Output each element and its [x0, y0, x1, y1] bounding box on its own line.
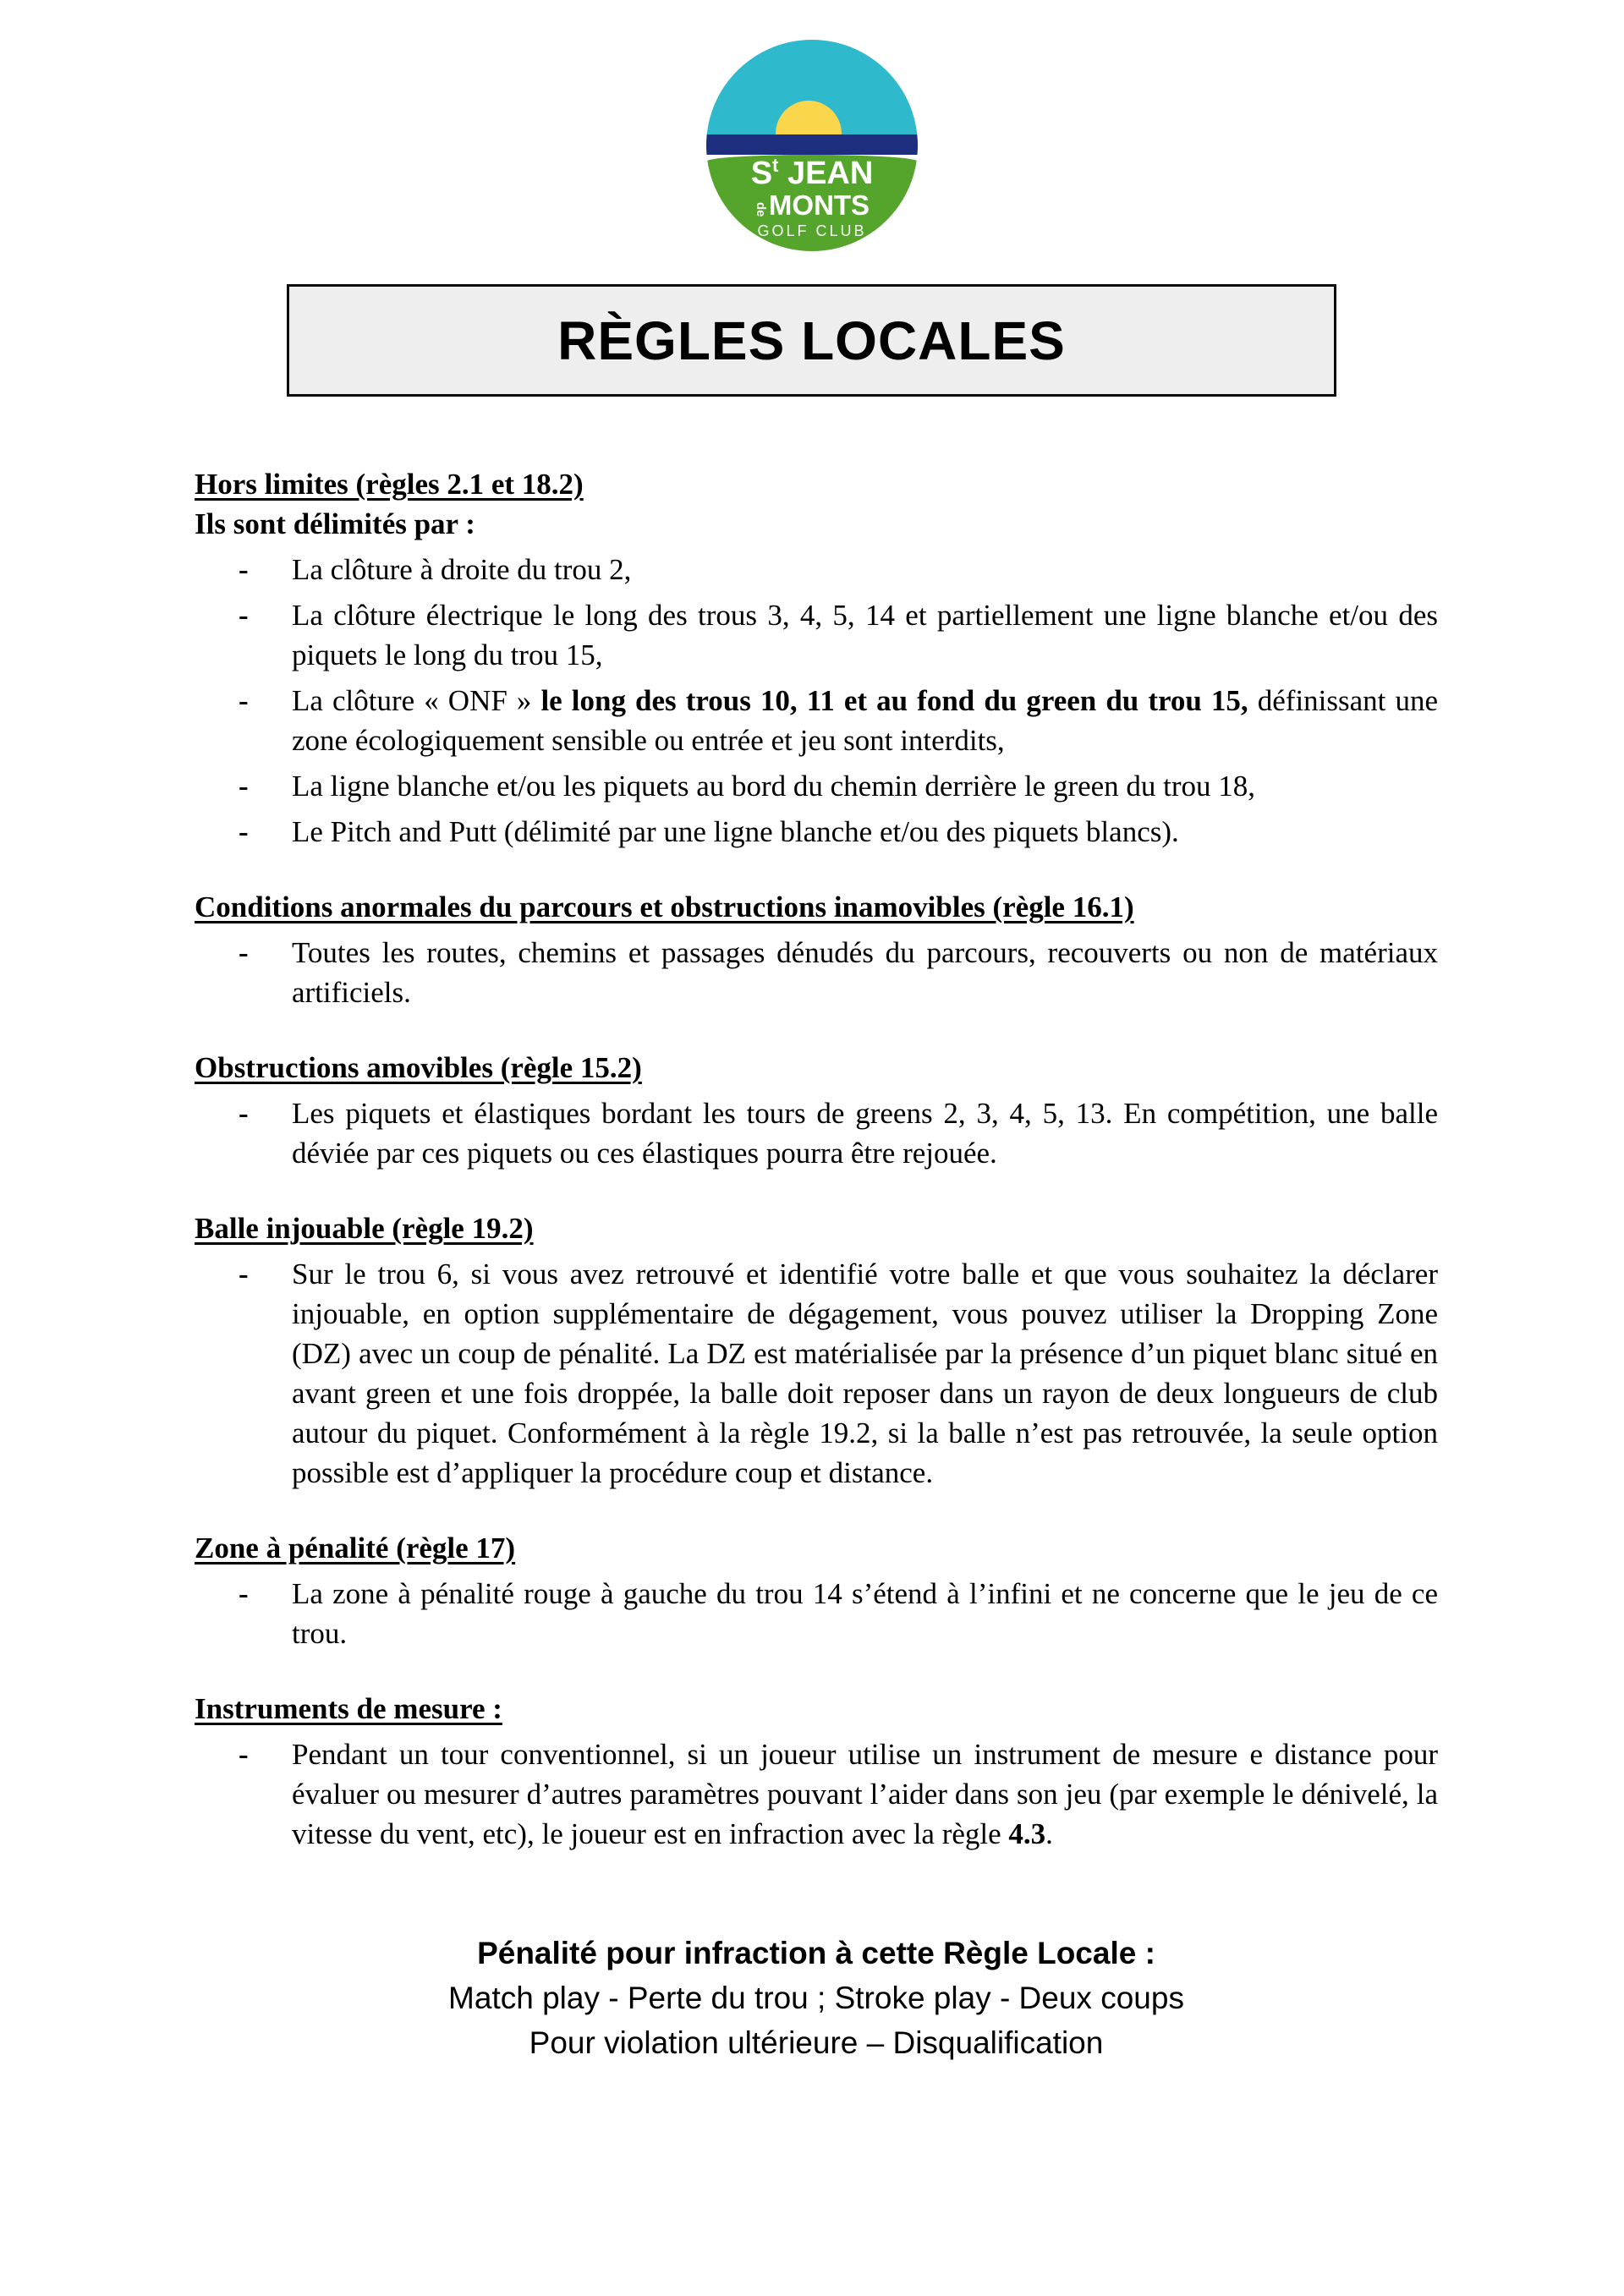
section-heading: Hors limites (règles 2.1 et 18.2) — [195, 468, 584, 501]
section-heading: Balle injouable (règle 19.2) — [195, 1212, 534, 1245]
section-intro: Ils sont délimités par : — [195, 507, 475, 540]
section-heading: Instruments de mesure : — [195, 1692, 502, 1725]
bullet-text: La clôture électrique le long des trous 3, 4, 5, 14 et partiellement une ligne blanche et/ou des piquets le long du trou 15, — [292, 599, 1438, 671]
section-heading: Obstructions amovibles (règle 15.2) — [195, 1051, 642, 1084]
bullet-item — [195, 933, 1438, 1012]
bullet-dash: - — [239, 770, 249, 803]
logo-st-sup: t — [772, 155, 779, 176]
bullet-item — [195, 1093, 1438, 1173]
section-heading: Zone à pénalité (règle 17) — [195, 1532, 516, 1564]
bullet-item — [195, 766, 1438, 806]
bullet-item — [195, 550, 1438, 589]
rule-section — [195, 1048, 1438, 1173]
title-box — [287, 284, 1336, 397]
sections — [195, 464, 1438, 1854]
logo-de: de — [753, 202, 768, 217]
bullet-text: . — [1045, 1817, 1053, 1850]
bullet-dash: - — [239, 1258, 249, 1290]
logo-golf-club: GOLF CLUB — [757, 222, 867, 239]
bullet-text: La zone à pénalité rouge à gauche du trou 14 s’étend à l’infini et ne concerne que le jeu de ce trou. — [292, 1577, 1438, 1650]
bullet-text: La clôture « ONF » — [292, 684, 541, 717]
logo-sea-band — [706, 134, 918, 155]
bullet-item — [195, 681, 1438, 760]
bullet-text: Toutes les routes, chemins et passages dénudés du parcours, recouverts ou non de matériaux artificiels. — [292, 936, 1438, 1009]
page-title: RÈGLES LOCALES — [557, 310, 1066, 371]
rule-section — [195, 1208, 1438, 1493]
logo-jean: JEAN — [787, 156, 874, 191]
rule-section — [195, 1689, 1438, 1854]
bullet-text: La ligne blanche et/ou les piquets au bord du chemin derrière le green du trou 18, — [292, 770, 1256, 803]
rule-section — [195, 887, 1438, 1012]
bullet-dash: - — [239, 599, 249, 632]
bullet-dash: - — [239, 553, 249, 586]
club-logo — [706, 40, 918, 251]
bullet-bold-text: le long des trous 10, 11 et au fond du green du trou 15, — [540, 684, 1248, 717]
logo-text — [706, 156, 918, 238]
logo-line-de-monts — [706, 191, 918, 219]
bullet-text: Le Pitch and Putt (délimité par une ligne blanche et/ou des piquets blancs). — [292, 815, 1179, 848]
bullet-dash: - — [239, 815, 249, 848]
bullet-item — [195, 1574, 1438, 1653]
rule-section — [195, 1528, 1438, 1653]
bullet-text: La clôture à droite du trou 2, — [292, 553, 632, 586]
bullet-item — [195, 595, 1438, 675]
bullet-item — [195, 812, 1438, 852]
logo-st: S — [750, 156, 773, 191]
bullet-text: Sur le trou 6, si vous avez retrouvé et identifié votre balle et que vous souhaitez la déclarer injouable, en option supplémentaire de dégagement, vous pouvez utiliser la Dropping Zone (DZ) avec un coup de pénalité. La DZ est matérialisée par la présence d’un piquet blanc situé en avant green et une fois droppée, la balle doit reposer dans un rayon de deux longueurs de club autour du piquet. Conformément à la règle 19.2, si la balle n’est pas retrouvée, la seule option possible est d’appliquer la procédure coup et distance. — [292, 1258, 1438, 1489]
bullet-text: Pendant un tour conventionnel, si un joueur utilise un instrument de mesure e distance pour évaluer ou mesurer d’autres paramètres pouvant l’aider dans son jeu (par exemple le dénivelé, la vitesse du vent, etc), le joueur est en infraction avec la règle — [292, 1738, 1438, 1850]
logo-line-st-jean — [706, 156, 918, 189]
penalty-line-violation: Pour violation ultérieure – Disqualification — [529, 2025, 1104, 2060]
bullet-item — [195, 1734, 1438, 1854]
bullet-bold-text: 4.3 — [1008, 1817, 1046, 1850]
logo-monts: MONTS — [768, 189, 870, 221]
bullet-dash: - — [239, 936, 249, 969]
rule-section — [195, 464, 1438, 852]
bullet-dash: - — [239, 1577, 249, 1610]
penalty-footer — [195, 1931, 1438, 2065]
bullet-text: définissant une zone écologiquement sensible ou entrée et jeu sont interdits, — [292, 684, 1438, 757]
bullet-dash: - — [239, 684, 249, 717]
bullet-dash: - — [239, 1097, 249, 1130]
section-heading: Conditions anormales du parcours et obstructions inamovibles (règle 16.1) — [195, 890, 1134, 923]
bullet-item — [195, 1254, 1438, 1493]
bullet-text: Les piquets et élastiques bordant les tours de greens 2, 3, 4, 5, 13. En compétition, une balle déviée par ces piquets ou ces élastiques pourra être rejouée. — [292, 1097, 1438, 1170]
document-content — [195, 464, 1438, 2065]
penalty-line-match-stroke: Match play - Perte du trou ; Stroke play - Deux coups — [448, 1981, 1184, 2015]
penalty-title: Pénalité pour infraction à cette Règle Locale : — [477, 1936, 1155, 1970]
bullet-dash: - — [239, 1738, 249, 1771]
